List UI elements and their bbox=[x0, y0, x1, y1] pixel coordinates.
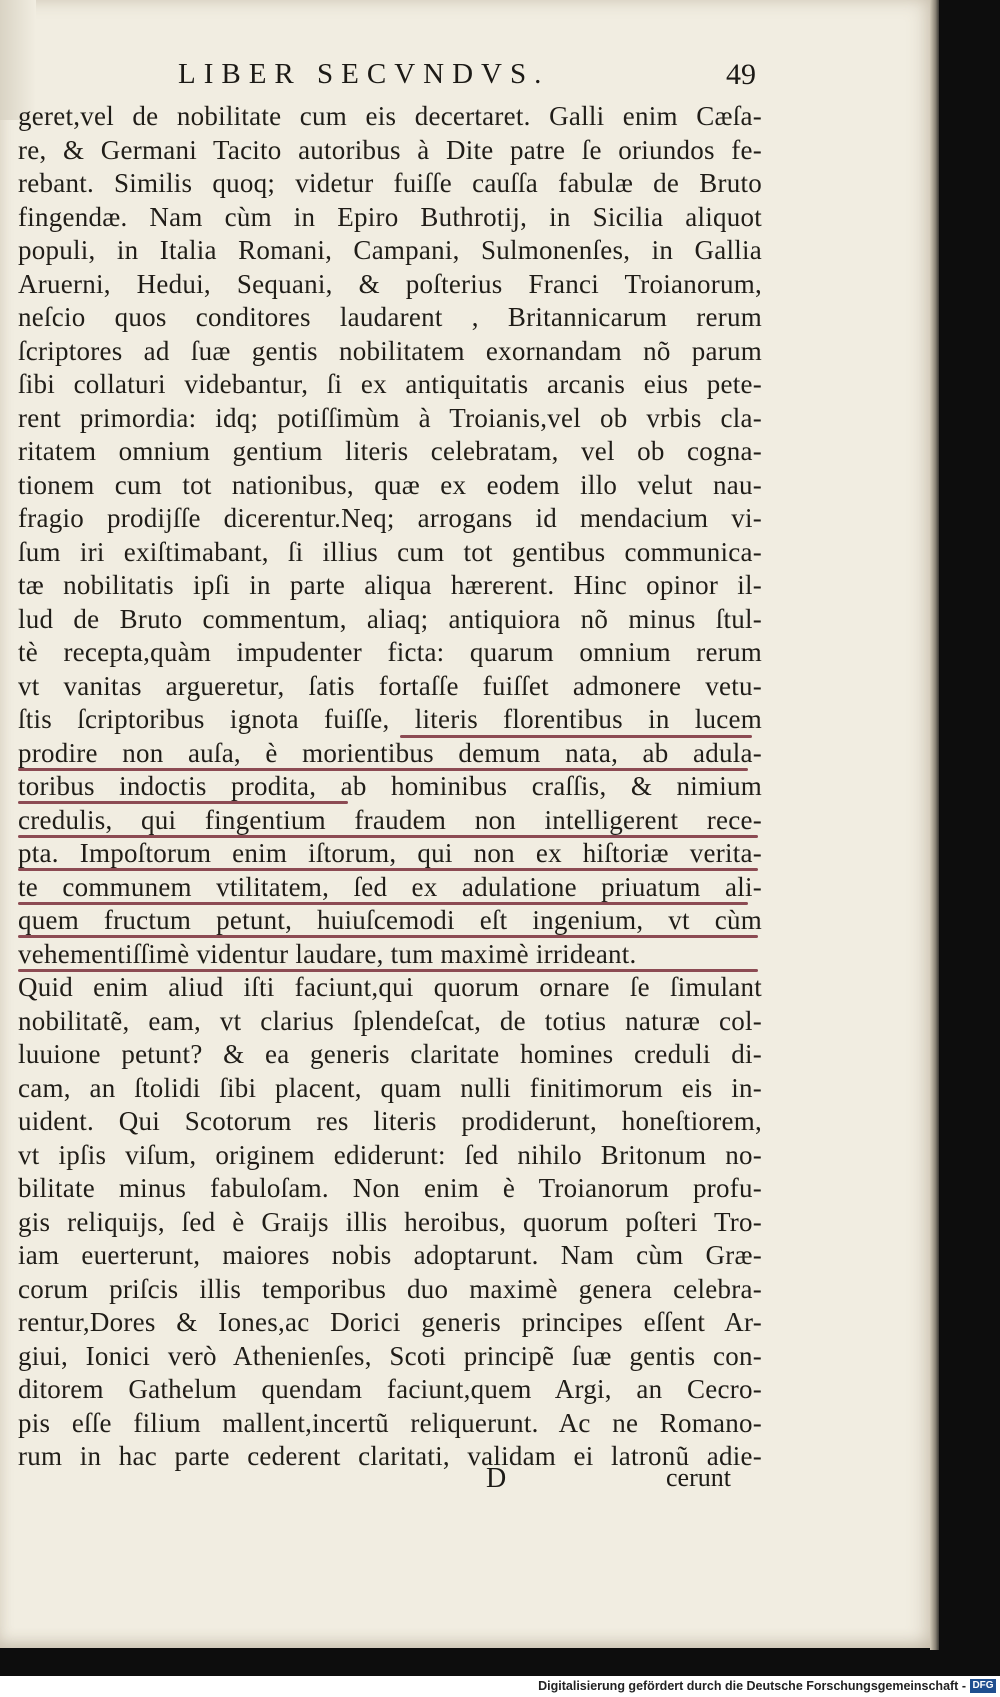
text-line: vehementiſſimè videntur laudare, tum maximè irrideant. bbox=[18, 938, 637, 969]
text-line: credulis, qui fingentium fraudem non intelligerent rece- bbox=[18, 804, 762, 835]
text-line: Aruerni, Hedui, Sequani, & poſterius Franci Troianorum, bbox=[18, 268, 762, 299]
text-line: vt vanitas argueretur, ſatis fortaſſe fuiſſet admonere vetu- bbox=[18, 670, 762, 701]
text-line: neſcio quos conditores laudarent , Britannicarum rerum bbox=[18, 302, 762, 332]
text-line: giui, Ionici verò Athenienſes, Scoti principẽ ſuæ gentis con- bbox=[18, 1340, 762, 1371]
handwritten-underline bbox=[400, 735, 752, 738]
text-line: lud de Bruto commentum, aliaq; antiquiora nõ minus ſtul- bbox=[18, 603, 762, 634]
text-line: prodire non auſa, è morientibus demum nata, ab adula- bbox=[18, 737, 762, 768]
handwritten-underline bbox=[18, 801, 348, 804]
text-line: cam, an ſtolidi ſibi placent, quam nulli finitimorum eis in- bbox=[18, 1072, 762, 1103]
handwritten-underline bbox=[18, 902, 748, 905]
text-line: toribus indoctis prodita, ab hominibus craſſis, & nimium bbox=[18, 771, 762, 801]
digitization-credit: Digitalisierung gefördert durch die Deutsche Forschungsgemeinschaft - bbox=[538, 1679, 966, 1693]
handwritten-underline bbox=[18, 768, 748, 771]
text-line: populi, in Italia Romani, Campani, Sulmonenſes, in Gallia bbox=[18, 235, 762, 265]
text-line: quem fructum petunt, huiuſcemodi eſt ingenium, vt cùm bbox=[18, 905, 762, 935]
text-line: nobilitatẽ, eam, vt clarius ſplendeſcat, de totius naturæ col- bbox=[18, 1005, 762, 1036]
text-line: ritatem omnium gentium literis celebratam, vel ob cogna- bbox=[18, 436, 762, 466]
text-line: pis eſſe filium mallent,incertũ reliquerunt. Ac ne Romano- bbox=[18, 1407, 762, 1438]
text-line: corum priſcis illis temporibus duo maximè genera celebra- bbox=[18, 1273, 762, 1304]
body-text bbox=[18, 100, 762, 1474]
text-line: gis reliquijs, ſed è Graijs illis heroibus, quorum poſteri Tro- bbox=[18, 1206, 762, 1237]
text-line: rentur,Dores & Iones,ac Dorici generis principes eſſent Ar- bbox=[18, 1307, 762, 1337]
text-line: geret,vel de nobilitate cum eis decertaret. Galli enim Cæſa- bbox=[18, 101, 762, 131]
text-line: ſcriptores ad ſuæ gentis nobilitatem exornandam nõ parum bbox=[18, 335, 762, 366]
text-line: te communem vtilitatem, ſed ex adulatione priuatum ali- bbox=[18, 871, 762, 902]
text-line: rum in hac parte cederent claritati, validam ei latronũ adie- bbox=[18, 1441, 762, 1471]
running-head: LIBER SECVNDVS. bbox=[178, 58, 550, 90]
text-line: pta. Impoſtorum enim iſtorum, qui non ex hiſtoriæ verita- bbox=[18, 838, 762, 868]
text-line: vt ipſis viſum, originem ediderunt: ſed nihilo Britonum no- bbox=[18, 1139, 762, 1170]
handwritten-underline bbox=[18, 969, 758, 972]
text-line: rent primordia: idq; potiſſimùm à Troianis,vel ob vrbis cla- bbox=[18, 402, 762, 433]
digitization-footer bbox=[0, 1676, 1000, 1697]
text-line: tionem cum tot nationibus, quæ ex eodem illo velut nau- bbox=[18, 469, 762, 500]
text-line: fingendæ. Nam cùm in Epiro Buthrotij, in Sicilia aliquot bbox=[18, 201, 762, 232]
text-line: tè recepta,quàm impudenter ficta: quarum omnium rerum bbox=[18, 637, 762, 667]
page-edge bbox=[930, 0, 939, 1650]
text-line: re, & Germani Tacito autoribus à Dite patre ſe oriundos fe- bbox=[18, 134, 762, 165]
text-line: rebant. Similis quoq; videtur fuiſſe cauſſa fabulæ de Bruto bbox=[18, 168, 762, 198]
text-line: fragio prodijſſe dicerentur.Neq; arrogans id mendacium vi- bbox=[18, 503, 762, 533]
text-line: ſum iri exiſtimabant, ſi illius cum tot gentibus communica- bbox=[18, 536, 762, 567]
text-line: luuione petunt? & ea generis claritate homines creduli di- bbox=[18, 1039, 762, 1069]
text-line: bilitate minus fabuloſam. Non enim è Troianorum profu- bbox=[18, 1173, 762, 1203]
text-line: iam euerterunt, maiores nobis adoptarunt. Nam cùm Græ- bbox=[18, 1240, 762, 1270]
text-line: ſibi collaturi videbantur, ſi ex antiquitatis arcanis eius pete- bbox=[18, 369, 762, 399]
text-line: tæ nobilitatis ipſi in parte aliqua hærerent. Hinc opinor il- bbox=[18, 570, 762, 600]
signature-mark: D bbox=[486, 1463, 507, 1494]
page-number: 49 bbox=[726, 58, 756, 91]
handwritten-underline bbox=[18, 868, 758, 871]
catchword: cerunt bbox=[666, 1463, 731, 1492]
dfg-logo-icon[interactable]: DFG bbox=[970, 1679, 996, 1693]
text-line: Quid enim aliud iſti faciunt,qui quorum ornare ſe ſimulant bbox=[18, 972, 762, 1002]
handwritten-underline bbox=[18, 835, 758, 838]
text-line: ſtis ſcriptoribus ignota fuiſſe, literis florentibus in lucem bbox=[18, 704, 762, 734]
handwritten-underline bbox=[18, 935, 758, 938]
text-line: uident. Qui Scotorum res literis prodiderunt, honeſtiorem, bbox=[18, 1106, 762, 1136]
text-line: ditorem Gathelum quendam faciunt,quem Argi, an Cecro- bbox=[18, 1374, 762, 1404]
